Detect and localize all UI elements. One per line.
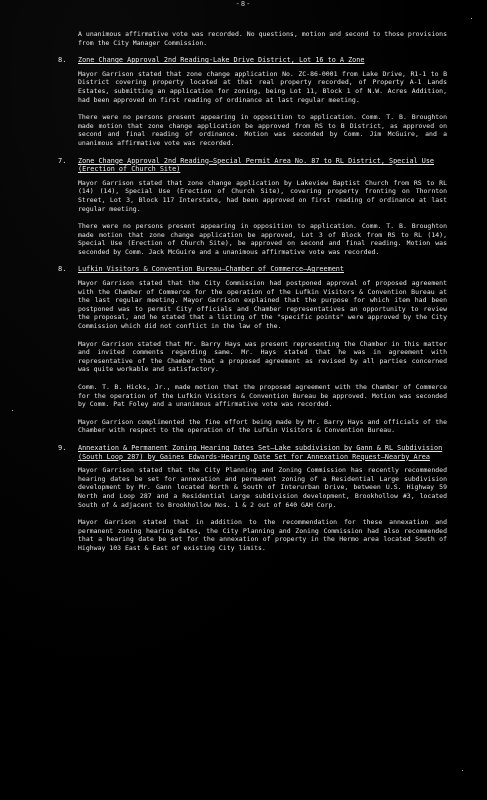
- item-title: Zone Change Approval 2nd Reading-Lake Drive District, Lot 16 to A Zone: [78, 56, 365, 65]
- item-paragraph: Mayor Garrison complimented the fine effort being made by Mr. Barry Hays and officials of the Chamber with respect to the operation of the Lufkin Visitors & Convention Bureau.: [78, 417, 447, 435]
- intro-paragraph: A unanimous affirmative vote was recorded. No questions, motion and second to those provisions from the City Manager Commission.: [78, 30, 447, 47]
- agenda-item: [0, 157, 487, 257]
- agenda-item: [0, 265, 487, 435]
- item-paragraph: There were no persons present appearing in opposition to application. Comm. T. B. Broughton made motion that zone change application be approved, Lot 3 of Block from RS to RL (14), Special Use (Erection of Church Site), be approved on second and final reading. Motion was seconded by Comm. Jack McGuire and a unanimous affirmative vote was recorded.: [78, 222, 447, 256]
- item-paragraph: Mayor Garrison stated that in addition to the recommendation for these annexation and permanent zoning hearing dates, the City Planning and Zoning Commission had also recommended that a hearing date be set for the annexation of property in the Hermo area located South of Highway 103 East & East of existing City limits.: [78, 518, 447, 552]
- item-paragraph: Mayor Garrison stated that zone change application by Lakeview Baptist Church from RS to RL (14) (14), Special Use (Erection of Church Site), covering property fronting on Thornton Street, Lot 3, Block 117 Interstate, had been approved on first reading of ordinance at last regular meeting.: [78, 178, 447, 213]
- item-number: 8.: [58, 265, 67, 274]
- item-title: Annexation & Permanent Zoning Hearing Dates Set—Lake subdivision by Gann & RL Subdivision (South Loop 287) by Gaines Edwards-Hearing Date Set for Annexation Request—Nearby Area: [78, 443, 443, 461]
- item-paragraph: Mayor Garrison stated that zone change application No. ZC-86-0001 from Lake Drive, R1-1 to B District covering property located at that real property recorded, of Property A-1 Lands Estates, submitting an application for zoning, being Lot 11, Block 1 of N.W. Acres Addition, had been approved on first reading of ordinance at last regular meeting.: [78, 69, 447, 104]
- agenda-item: [0, 444, 487, 553]
- page-number: -8-: [235, 0, 252, 8]
- item-paragraph: Comm. T. B. Hicks, Jr., made motion that the proposed agreement with the Chamber of Commerce for the operation of the Lufkin Visitors & Convention Bureau be approved. Motion was seconded by Comm. Pat Foley and a unanimous affirmative vote was recorded.: [78, 383, 447, 409]
- item-number: 8.: [58, 56, 67, 65]
- item-title: Zone Change Approval 2nd Reading—Special Permit Area No. 87 to RL District, Special Use (Erection of Church Site): [78, 156, 435, 174]
- item-number: 7.: [58, 156, 67, 165]
- item-title: Lufkin Visitors & Convention Bureau—Chamber of Commerce—Agreement: [78, 265, 344, 274]
- item-paragraph: Mayor Garrison stated that the City Commission had postponed approval of proposed agreement with the Chamber of Commerce for the operation of the Lufkin Visitors & Convention Bureau at the last regular meeting. Mayor Garrison explained that the purpose for which item had been postponed was to permit City officials and Chamber representatives an opportunity to review the proposal, and he stated that a listing of the "specific points" were approved by the City Commission which did not conflict in the law of the.: [78, 279, 447, 331]
- item-paragraph: Mayor Garrison stated that the City Planning and Zoning Commission has recently recommended hearing dates be set for annexation and permanent zoning of a Residential Large subdivision development by Mr. Gann located North & South of Interurban Drive, between U.S. Highway 59 North and Loop 287 and a Residential Large subdivision development, Brookhollow #3, located South of & adjacent to Brookhollow Nos. 1 & 2 out of 640 GAH Corp.: [78, 466, 447, 509]
- scan-speck: [462, 770, 463, 771]
- scan-speck: [12, 410, 13, 411]
- minutes-body: [0, 30, 487, 562]
- item-number: 9.: [58, 443, 67, 452]
- agenda-item: [0, 56, 487, 147]
- item-paragraph: Mayor Garrison stated that Mr. Barry Hays was present representing the Chamber in this matter and invited comments regarding same. Mr. Hays stated that he was in agreement with representative of the Chamber that a proposed agreement as revised by all parties concerned was quite workable and satisfactory.: [78, 339, 447, 374]
- item-paragraph: There were no persons present appearing in opposition to application. Comm. T. B. Broughton made motion that zone change application be approved from RS to B District, as approved on second and final reading of ordinance. Motion was seconded by Comm. Jim McGuire, and a unanimous affirmative vote was recorded.: [78, 113, 447, 147]
- scan-speck: [471, 18, 472, 19]
